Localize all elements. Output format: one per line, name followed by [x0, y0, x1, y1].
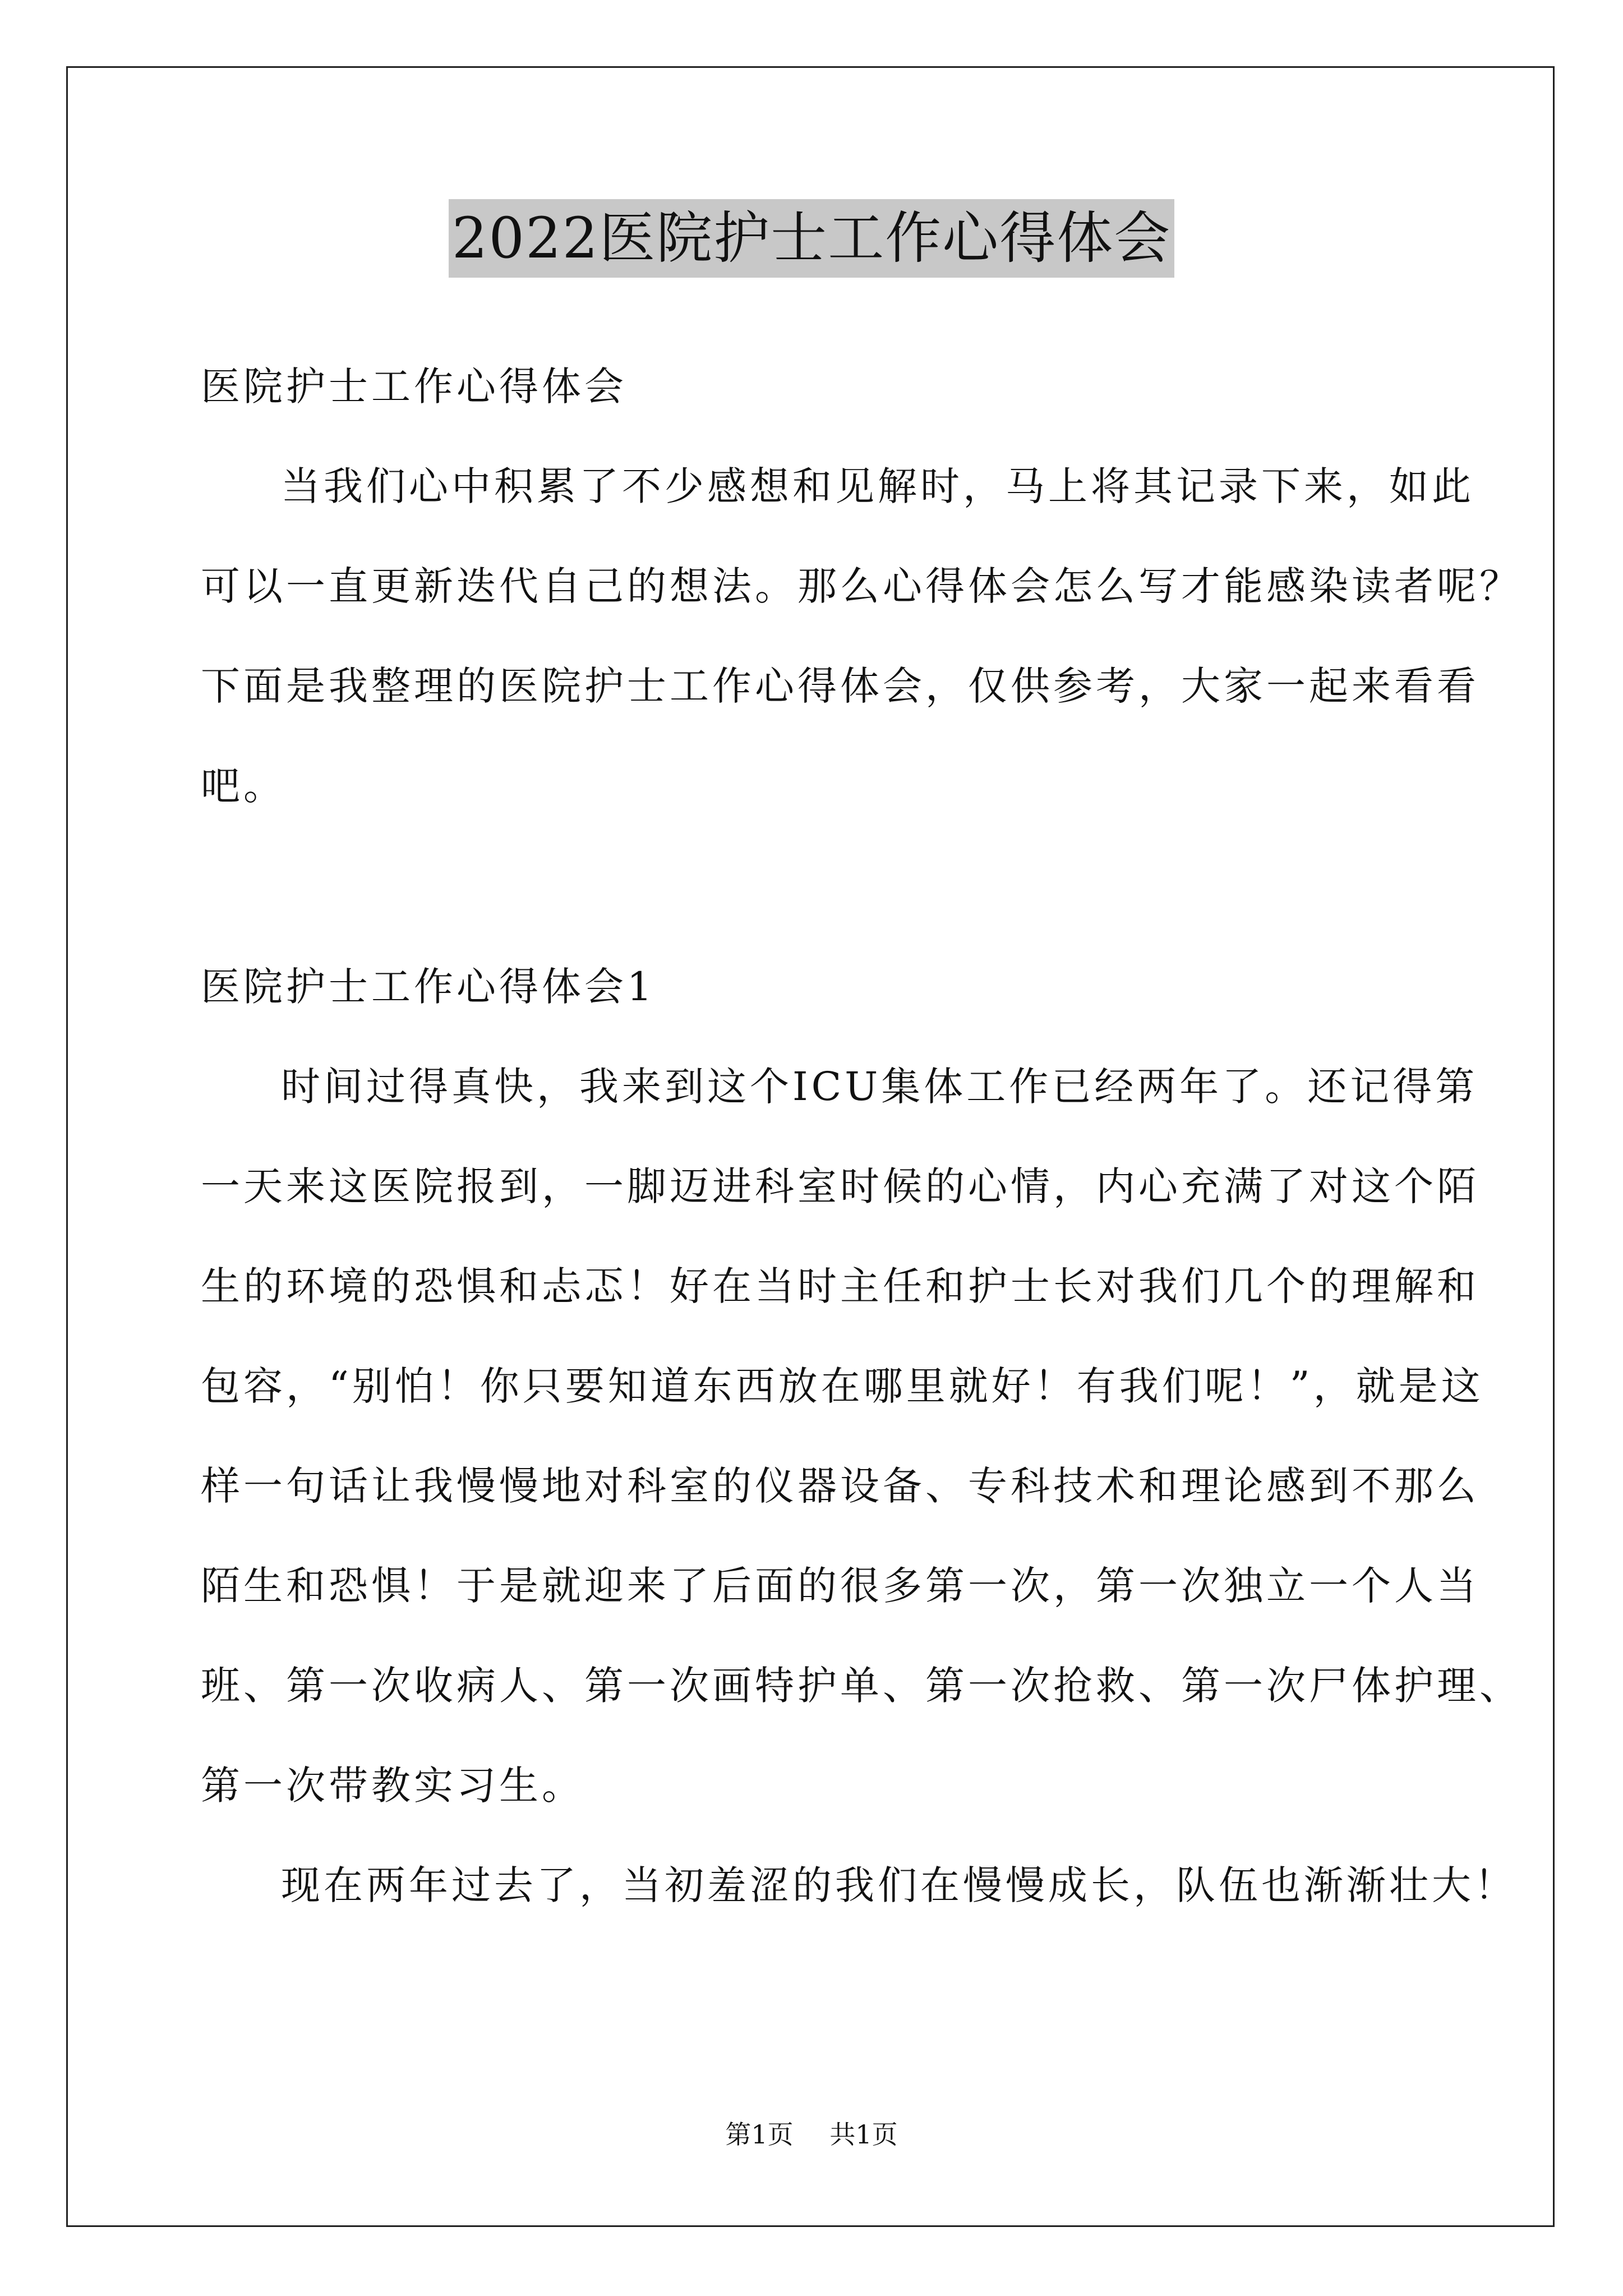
intro-line: 可以一直更新迭代自己的想法。那么心得体会怎么写才能感染读者呢？ [201, 563, 1522, 609]
page-number: 第1页 [725, 2119, 794, 2150]
section-line: 现在两年过去了，当初羞涩的我们在慢慢成长，队伍也渐渐壮大！ [281, 1862, 1517, 1908]
document-body [201, 337, 1522, 1935]
intro-line: 下面是我整理的医院护士工作心得体会，仅供参考，大家一起来看看 [201, 663, 1479, 709]
section-line: 时间过得真快，我来到这个ICU集体工作已经两年了。还记得第 [281, 1064, 1478, 1110]
subtitle: 医院护士工作心得体会 [201, 364, 627, 409]
page-footer [0, 2118, 1623, 2151]
page-total: 共1页 [829, 2119, 898, 2150]
section-line: 陌生和恐惧！于是就迎来了后面的很多第一次，第一次独立一个人当 [201, 1563, 1479, 1609]
section-line: 班、第一次收病人、第一次画特护单、第一次抢救、第一次尸体护理、 [201, 1663, 1522, 1709]
section-line: 样一句话让我慢慢地对科室的仪器设备、专科技术和理论感到不那么 [201, 1463, 1479, 1509]
title-container [0, 199, 1623, 278]
section-heading: 医院护士工作心得体会1 [201, 964, 656, 1010]
intro-line: 当我们心中积累了不少感想和见解时，马上将其记录下来，如此 [281, 463, 1474, 509]
section-line: 第一次带教实习生。 [201, 1763, 584, 1809]
intro-line: 吧。 [201, 763, 286, 809]
section-line: 一天来这医院报到，一脚迈进科室时候的心情，内心充满了对这个陌 [201, 1163, 1479, 1209]
document-title: 2022医院护士工作心得体会 [449, 199, 1175, 278]
section-line: 包容，“别怕！你只要知道东西放在哪里就好！有我们呢！”，就是这 [201, 1363, 1484, 1409]
section-line: 生的环境的恐惧和忐忑！好在当时主任和护士长对我们几个的理解和 [201, 1263, 1479, 1309]
